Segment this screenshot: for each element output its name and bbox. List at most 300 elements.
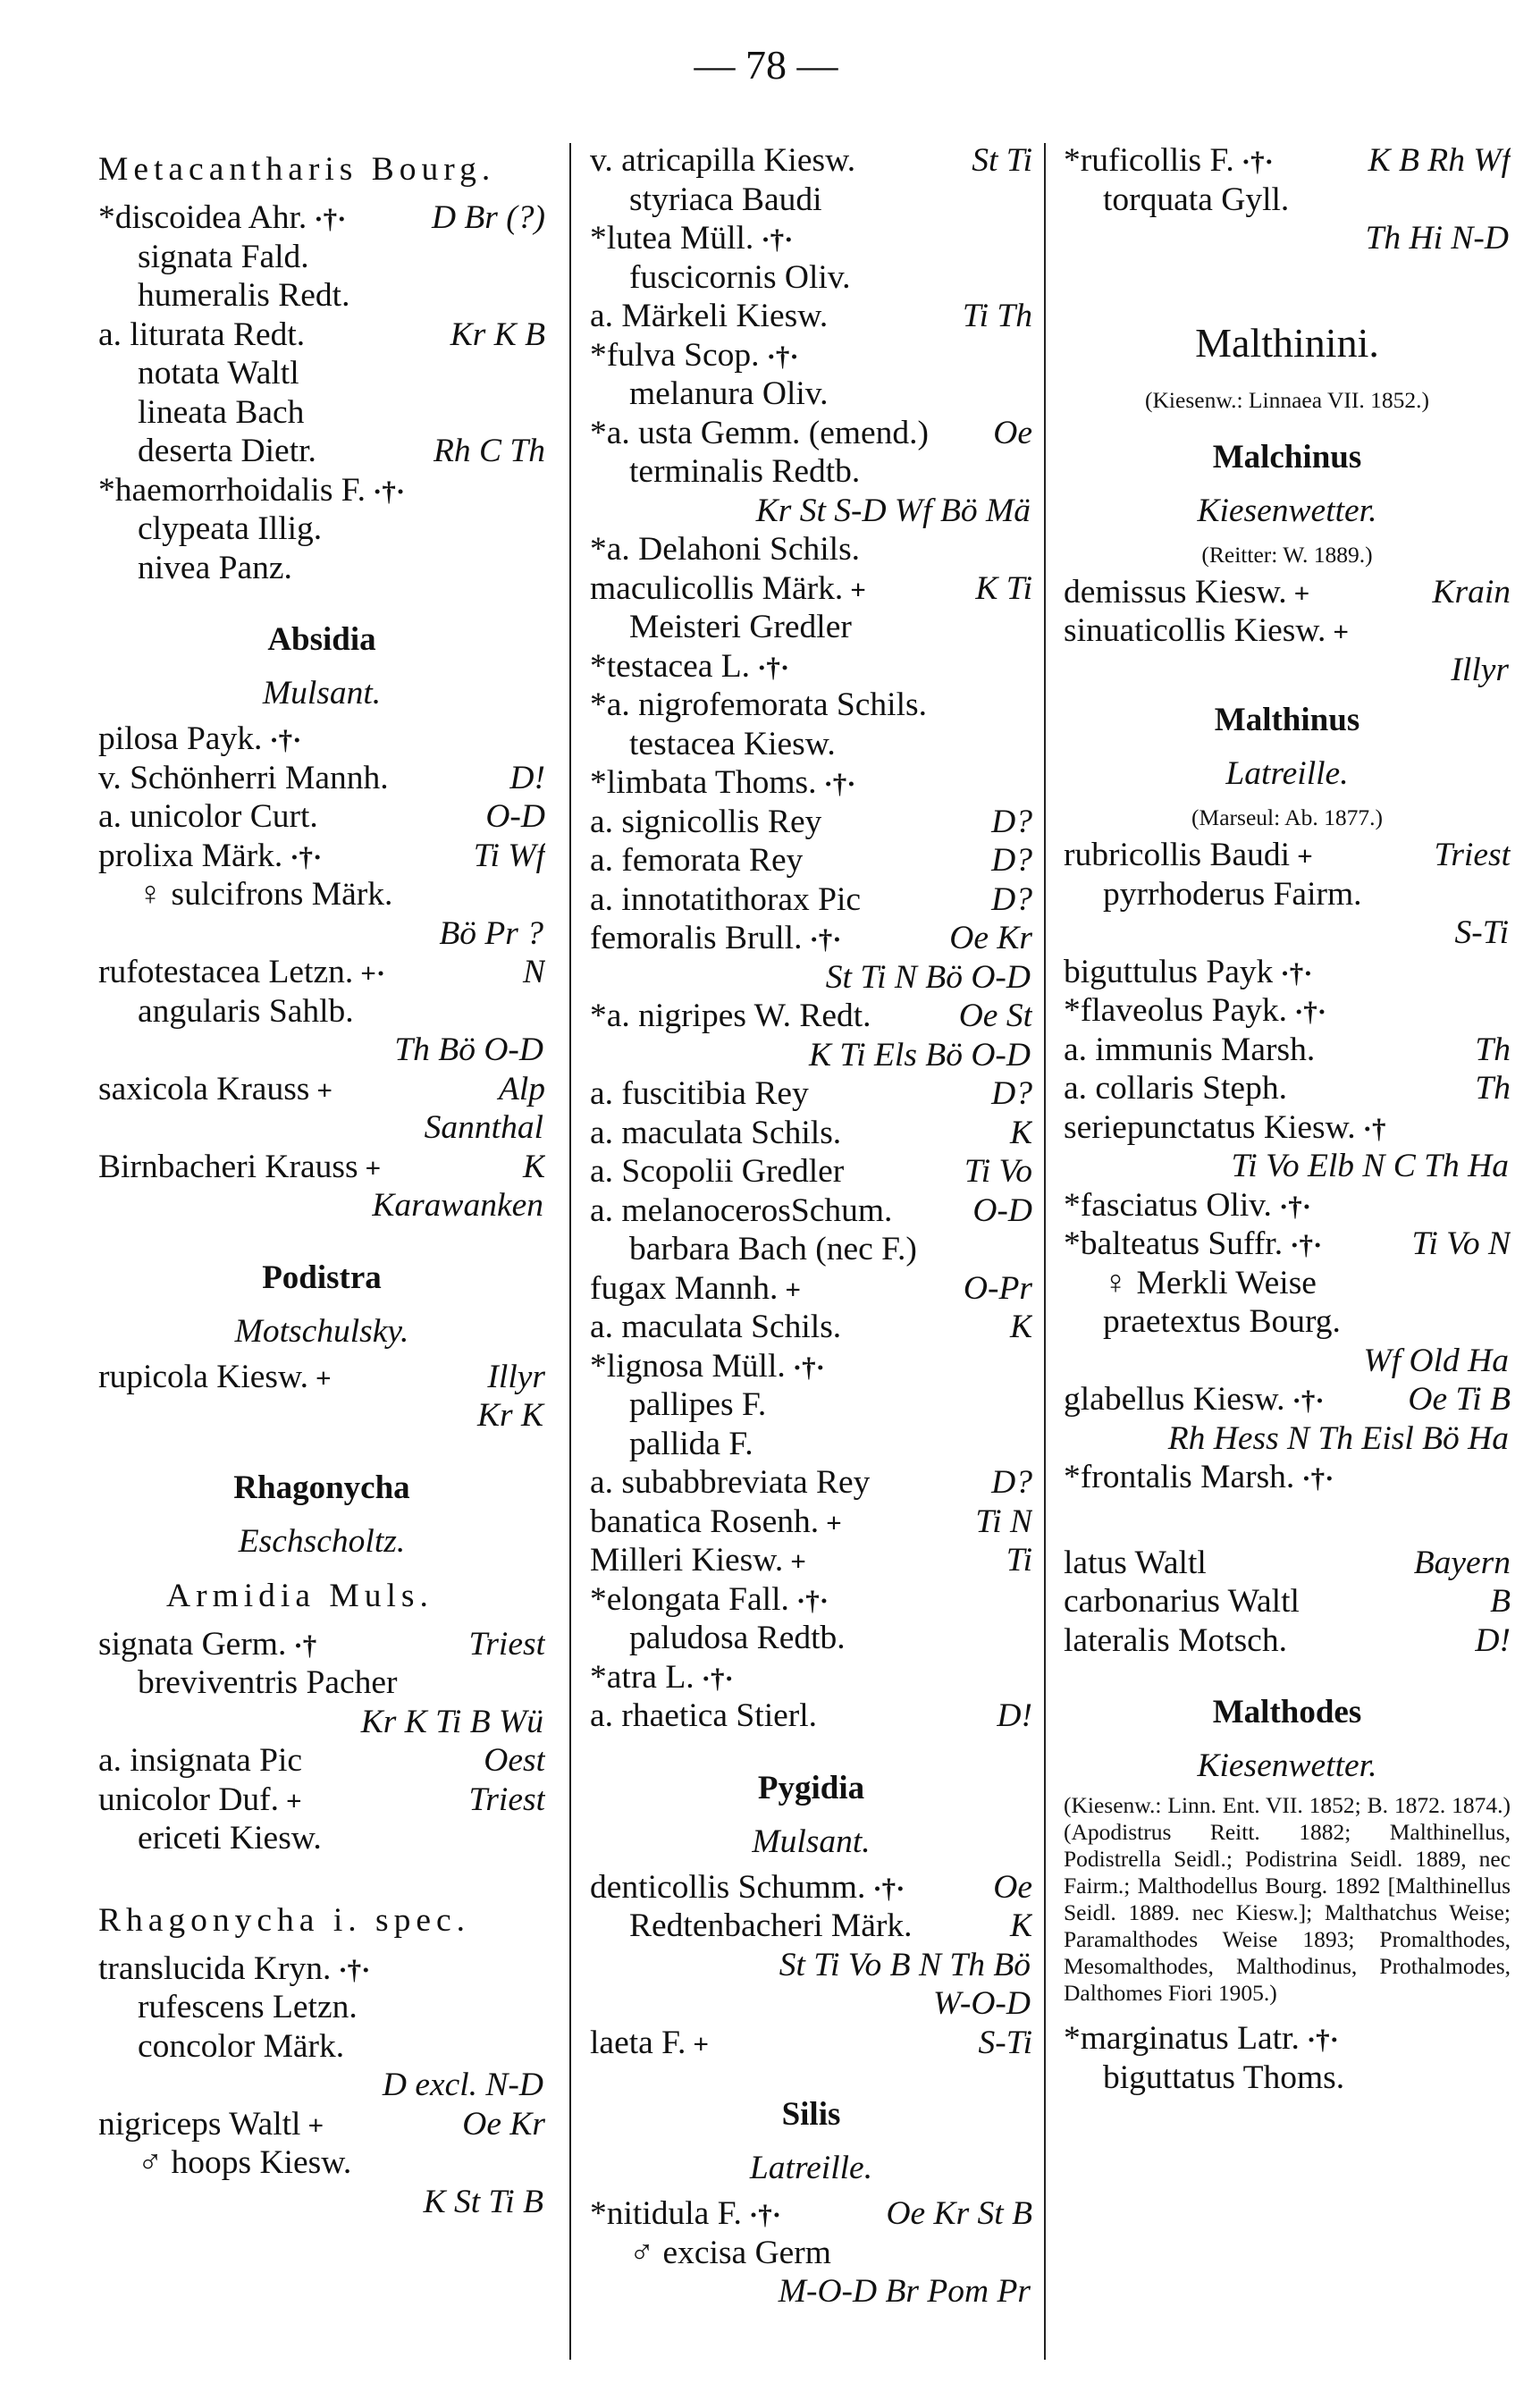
subgenus-heading: Armidia Muls. bbox=[166, 1577, 434, 1614]
species-entry bbox=[590, 569, 1032, 609]
species-entry bbox=[590, 1347, 1032, 1386]
distribution: Ti bbox=[1006, 1542, 1032, 1579]
distribution: D Br (?) bbox=[431, 199, 545, 236]
status-mark: ·†· bbox=[269, 724, 302, 755]
species-entry bbox=[98, 759, 545, 798]
distribution: K bbox=[1009, 1114, 1032, 1151]
species-name: a. innotatithorax Pic bbox=[590, 880, 862, 918]
distribution: Illyr bbox=[487, 1358, 545, 1395]
distribution-continuation: Th Hi N-D bbox=[1365, 220, 1509, 257]
species-entry bbox=[590, 763, 1032, 803]
species-name: laeta F. bbox=[590, 2024, 686, 2061]
distribution: K bbox=[1009, 1907, 1032, 1944]
species-entry bbox=[98, 992, 545, 1031]
species-entry bbox=[1064, 836, 1511, 875]
species-name: styriaca Baudi bbox=[629, 181, 822, 218]
species-entry bbox=[98, 1663, 545, 1703]
species-entry bbox=[98, 797, 545, 837]
species-entry bbox=[590, 725, 1032, 764]
species-list bbox=[1064, 1544, 1511, 1661]
genus-title: Pygidia bbox=[757, 1769, 865, 1806]
species-name: rufotestacea Letzn. bbox=[98, 954, 354, 990]
species-name: *a. usta Gemm. (emend.) bbox=[590, 414, 930, 451]
species-entry bbox=[590, 297, 1032, 336]
species-entry bbox=[590, 841, 1032, 880]
distribution-continuation: Rh Hess N Th Eisl Bö Ha bbox=[1167, 1419, 1509, 1457]
species-list bbox=[590, 2194, 1032, 2311]
distribution: Ti N bbox=[975, 1503, 1032, 1540]
species-name: *discoidea Ahr. bbox=[98, 199, 307, 236]
species-name: v. Schönherri Mannh. bbox=[98, 759, 389, 796]
status-mark: ·†· bbox=[823, 768, 856, 799]
status-mark: + bbox=[693, 2027, 710, 2059]
species-entry bbox=[590, 803, 1032, 842]
species-entry bbox=[98, 1988, 545, 2027]
species-entry bbox=[1064, 875, 1511, 914]
species-name: angularis Sahlb. bbox=[138, 992, 354, 1030]
species-entry bbox=[1064, 1380, 1511, 1419]
status-mark: ·†· bbox=[1301, 1462, 1334, 1494]
species-entry bbox=[98, 837, 545, 876]
species-entry bbox=[590, 647, 1032, 686]
distribution-continuation: Wf Old Ha bbox=[1363, 1342, 1509, 1379]
species-name: saxicola Krauss bbox=[98, 1070, 310, 1107]
species-name: demissus Kiesw. bbox=[1064, 573, 1287, 610]
species-entry bbox=[98, 393, 545, 433]
distribution: Oe Kr St B bbox=[886, 2195, 1032, 2232]
species-name: *lutea Müll. bbox=[590, 220, 754, 257]
status-mark: ·†· bbox=[766, 340, 799, 372]
spacer bbox=[98, 1858, 545, 1892]
species-name: fuscicornis Oliv. bbox=[629, 258, 851, 296]
distribution-continuation: Sannthal bbox=[424, 1109, 543, 1146]
species-name: Redtenbacheri Märk. bbox=[629, 1907, 913, 1944]
species-entry bbox=[590, 2194, 1032, 2234]
reference: (Reitter: W. 1889.) bbox=[1201, 541, 1373, 568]
distribution: Ti Vo bbox=[964, 1153, 1032, 1190]
species-entry bbox=[590, 1868, 1032, 1907]
genus-title: Absidia bbox=[267, 621, 376, 658]
status-mark: + bbox=[850, 573, 866, 605]
subgenus-heading: Rhagonycha i. spec. bbox=[98, 1901, 470, 1939]
species-entry bbox=[590, 530, 1032, 569]
species-list bbox=[1064, 141, 1511, 258]
distribution: D! bbox=[997, 1697, 1032, 1734]
distribution-continuation: K St Ti B bbox=[423, 2183, 543, 2220]
species-name: sinuaticollis Kiesw. bbox=[1064, 612, 1326, 649]
species-name: a. maculata Schils. bbox=[590, 1114, 842, 1151]
species-entry bbox=[590, 1619, 1032, 1658]
species-name: terminalis Redtb. bbox=[629, 453, 861, 490]
distribution-continuation: St Ti N Bö O-D bbox=[825, 958, 1031, 996]
spacer bbox=[1064, 1497, 1511, 1544]
distribution: Th bbox=[1475, 1031, 1511, 1068]
species-entry bbox=[98, 2105, 545, 2144]
status-mark: ·†· bbox=[1241, 146, 1274, 177]
species-name: latus Waltl bbox=[1064, 1544, 1207, 1581]
distribution: K B Rh Wf bbox=[1368, 142, 1511, 179]
species-entry bbox=[590, 1385, 1032, 1425]
species-name: *marginatus Latr. bbox=[1064, 2020, 1300, 2057]
species-name: biguttatus Thoms. bbox=[1103, 2059, 1345, 2096]
column-2 bbox=[590, 141, 1032, 2311]
species-list bbox=[1064, 836, 1511, 1497]
species-entry bbox=[1064, 1458, 1511, 1497]
species-name: *fasciatus Oliv. bbox=[1064, 1186, 1272, 1224]
status-mark: + bbox=[307, 2109, 324, 2141]
species-entry bbox=[590, 1230, 1032, 1269]
species-name: Milleri Kiesw. bbox=[590, 1542, 784, 1579]
column-rule-left bbox=[569, 143, 571, 2360]
species-name: nivea Panz. bbox=[138, 549, 292, 586]
species-name: *balteatus Suffr. bbox=[1064, 1225, 1284, 1262]
genus-author: Latreille. bbox=[749, 2150, 873, 2186]
genus-title: Silis bbox=[781, 2096, 841, 2133]
species-name: biguttulus Payk bbox=[1064, 953, 1274, 990]
genus-title: Malchinus bbox=[1212, 438, 1362, 476]
species-name: maculicollis Märk. bbox=[590, 569, 844, 607]
genus-author: Eschscholtz. bbox=[238, 1522, 406, 1560]
status-mark: ·†· bbox=[872, 1872, 905, 1904]
status-mark: ·†· bbox=[1293, 996, 1327, 1027]
species-name: ♂ excisa Germ bbox=[629, 2234, 831, 2271]
species-entry bbox=[590, 452, 1032, 492]
species-entry bbox=[98, 2027, 545, 2067]
distribution: N bbox=[522, 954, 545, 990]
species-name: pilosa Payk. bbox=[98, 720, 263, 757]
column-3 bbox=[1064, 141, 1511, 2097]
species-entry bbox=[590, 414, 1032, 453]
distribution: Ti Vo N bbox=[1411, 1225, 1511, 1262]
distribution: Ti Wf bbox=[473, 837, 545, 874]
distribution-continuation: Bö Pr ? bbox=[439, 914, 543, 952]
species-list bbox=[98, 720, 545, 1225]
species-entry bbox=[98, 238, 545, 277]
species-entry bbox=[98, 875, 545, 914]
species-entry bbox=[590, 1541, 1032, 1580]
species-name: signata Fald. bbox=[138, 238, 309, 275]
species-name: a. unicolor Curt. bbox=[98, 798, 318, 835]
genus-author: Mulsant. bbox=[752, 1823, 871, 1860]
status-mark: ·†· bbox=[1278, 1190, 1312, 1222]
genus-author: Kiesenwetter. bbox=[1197, 492, 1377, 529]
species-entry bbox=[590, 919, 1032, 958]
species-name: prolixa Märk. bbox=[98, 837, 283, 874]
species-name: rupicola Kiesw. bbox=[98, 1358, 308, 1395]
species-name: *a. nigripes W. Redt. bbox=[590, 998, 871, 1034]
species-name: *flaveolus Payk. bbox=[1064, 992, 1287, 1029]
species-name: a. subabbreviata Rey bbox=[590, 1464, 871, 1501]
species-name: a. fuscitibia Rey bbox=[590, 1075, 809, 1112]
distribution: Krain bbox=[1432, 573, 1511, 610]
distribution: K bbox=[1009, 1309, 1032, 1345]
species-entry bbox=[98, 432, 545, 471]
species-name: banatica Rosenh. bbox=[590, 1503, 820, 1540]
species-name: denticollis Schumm. bbox=[590, 1868, 866, 1906]
species-entry bbox=[98, 1625, 545, 1664]
species-entry bbox=[1064, 1544, 1511, 1583]
species-entry bbox=[590, 608, 1032, 647]
genus-author: Kiesenwetter. bbox=[1197, 1747, 1377, 1784]
species-name: ericeti Kiesw. bbox=[138, 1820, 322, 1857]
distribution: Oe bbox=[993, 414, 1032, 451]
species-name: *lignosa Müll. bbox=[590, 1347, 786, 1385]
species-name: signata Germ. bbox=[98, 1625, 287, 1663]
reference: (Kiesenw.: Linnaea VII. 1852.) bbox=[1145, 386, 1429, 413]
species-name: ♂ hoops Kiesw. bbox=[138, 2144, 352, 2181]
status-mark: ·†· bbox=[1290, 1229, 1323, 1260]
status-mark: ·†· bbox=[338, 1953, 371, 1985]
species-entry bbox=[1064, 1069, 1511, 1108]
species-name: *frontalis Marsh. bbox=[1064, 1459, 1295, 1495]
species-name: a. signicollis Rey bbox=[590, 803, 822, 840]
species-name: a. melanocerosSchum. bbox=[590, 1191, 893, 1229]
distribution: K Ti bbox=[975, 569, 1032, 607]
status-mark: + bbox=[1333, 616, 1350, 647]
distribution: Rh C Th bbox=[433, 433, 545, 469]
species-entry bbox=[98, 1741, 545, 1781]
species-name: femoralis Brull. bbox=[590, 920, 803, 956]
species-entry bbox=[590, 1658, 1032, 1697]
status-mark: ·†· bbox=[792, 1351, 825, 1383]
species-entry bbox=[1064, 2059, 1511, 2098]
species-entry bbox=[590, 375, 1032, 414]
species-name: a. immunis Marsh. bbox=[1064, 1031, 1316, 1068]
species-entry bbox=[590, 1191, 1032, 1231]
distribution: Alp bbox=[498, 1070, 545, 1107]
species-name: glabellus Kiesw. bbox=[1064, 1381, 1285, 1418]
status-mark: + bbox=[1297, 840, 1313, 871]
distribution: Oe Ti B bbox=[1408, 1381, 1511, 1418]
status-mark: +· bbox=[360, 957, 386, 989]
species-entry bbox=[98, 1148, 545, 1187]
distribution-continuation: D excl. N-D bbox=[382, 2067, 543, 2103]
species-entry bbox=[98, 1819, 545, 1858]
status-mark: ·†· bbox=[701, 1662, 734, 1694]
status-mark: + bbox=[826, 1506, 842, 1538]
species-name: *limbata Thoms. bbox=[590, 764, 817, 801]
species-entry bbox=[98, 509, 545, 549]
species-entry bbox=[1064, 1621, 1511, 1661]
species-entry bbox=[590, 1697, 1032, 1736]
species-entry bbox=[590, 1907, 1032, 1946]
column-1 bbox=[98, 141, 545, 2221]
species-list bbox=[98, 198, 545, 587]
species-list bbox=[98, 1625, 545, 1858]
status-mark: ·†· bbox=[1292, 1385, 1325, 1416]
species-name: deserta Dietr. bbox=[138, 433, 316, 469]
species-entry bbox=[590, 686, 1032, 725]
species-entry bbox=[590, 1308, 1032, 1347]
species-entry bbox=[1064, 141, 1511, 181]
species-name: melanura Oliv. bbox=[629, 375, 829, 412]
species-name: carbonarius Waltl bbox=[1064, 1583, 1300, 1620]
species-entry bbox=[1064, 1186, 1511, 1225]
distribution-continuation: Kr K Ti B Wü bbox=[360, 1703, 543, 1740]
species-name: fugax Mannh. bbox=[590, 1269, 779, 1307]
species-entry bbox=[98, 354, 545, 393]
species-entry bbox=[590, 336, 1032, 375]
genus-title: Malthodes bbox=[1212, 1694, 1362, 1730]
distribution-continuation: Th Bö O-D bbox=[394, 1031, 543, 1068]
distribution: Triest bbox=[1434, 837, 1511, 873]
species-list bbox=[1064, 573, 1511, 690]
species-list bbox=[98, 1358, 545, 1436]
distribution: Ti Th bbox=[962, 298, 1032, 334]
species-name: Birnbacheri Krauss bbox=[98, 1148, 358, 1185]
status-mark: ·†· bbox=[290, 840, 323, 872]
species-name: *a. Delahoni Schils. bbox=[590, 531, 861, 568]
distribution: K bbox=[522, 1148, 545, 1185]
species-list bbox=[1064, 2019, 1511, 2097]
species-name: rubricollis Baudi bbox=[1064, 837, 1291, 873]
genus-author: Motschulsky. bbox=[234, 1312, 409, 1350]
species-entry bbox=[98, 198, 545, 238]
species-name: *fulva Scop. bbox=[590, 336, 760, 374]
species-entry bbox=[590, 1580, 1032, 1620]
species-entry bbox=[590, 997, 1032, 1036]
species-name: clypeata Illig. bbox=[138, 510, 323, 547]
species-entry bbox=[590, 2234, 1032, 2273]
species-entry bbox=[98, 471, 545, 510]
subgenus-heading: Metacantharis Bourg. bbox=[98, 151, 496, 188]
genus-title: Malthinus bbox=[1214, 702, 1360, 738]
species-name: lineata Bach bbox=[138, 393, 305, 431]
genus-title: Rhagonycha bbox=[233, 1469, 410, 1506]
distribution: Bayern bbox=[1413, 1544, 1511, 1581]
status-mark: ·†· bbox=[748, 2199, 782, 2230]
status-mark: ·† bbox=[293, 1629, 317, 1661]
distribution: S-Ti bbox=[978, 2024, 1032, 2061]
status-mark: ·†· bbox=[795, 1584, 829, 1616]
species-entry bbox=[590, 2024, 1032, 2063]
species-entry bbox=[98, 1358, 545, 1397]
distribution-continuation: W-O-D bbox=[933, 1985, 1031, 2022]
genus-author: Latreille. bbox=[1225, 755, 1349, 792]
species-entry bbox=[1064, 573, 1511, 612]
status-mark: + bbox=[785, 1273, 802, 1305]
distribution: D! bbox=[509, 759, 545, 796]
status-mark: + bbox=[365, 1151, 382, 1183]
status-mark: + bbox=[790, 1545, 806, 1577]
species-name: pallida F. bbox=[629, 1425, 753, 1462]
species-name: a. insignata Pic bbox=[98, 1742, 303, 1779]
distribution: O-Pr bbox=[963, 1269, 1032, 1307]
species-name: concolor Märk. bbox=[138, 2027, 345, 2065]
species-entry bbox=[1064, 611, 1511, 651]
species-name: *testacea L. bbox=[590, 647, 751, 685]
status-mark: + bbox=[1293, 577, 1310, 609]
species-name: ♀ sulcifrons Märk. bbox=[138, 876, 393, 913]
distribution: D? bbox=[991, 1464, 1032, 1501]
distribution: D? bbox=[991, 842, 1032, 879]
species-list bbox=[98, 1949, 545, 2222]
distribution: Oe bbox=[993, 1868, 1032, 1906]
distribution-continuation: Kr St S-D Wf Bö Mä bbox=[755, 492, 1031, 529]
species-name: notata Waltl bbox=[138, 355, 299, 392]
species-name: paludosa Redtb. bbox=[629, 1620, 846, 1656]
species-name: barbara Bach (nec F.) bbox=[629, 1231, 917, 1267]
species-entry bbox=[590, 1074, 1032, 1114]
species-name: a. femorata Rey bbox=[590, 842, 804, 879]
species-entry bbox=[1064, 2019, 1511, 2059]
page-number: — 78 — bbox=[694, 42, 838, 88]
species-name: pallipes F. bbox=[629, 1386, 767, 1423]
status-mark: + bbox=[286, 1784, 302, 1816]
species-name: humeralis Redt. bbox=[138, 277, 350, 314]
species-name: Meisteri Gredler bbox=[629, 609, 852, 645]
species-name: *nitidula F. bbox=[590, 2195, 742, 2232]
species-entry bbox=[1064, 181, 1511, 220]
distribution-continuation: Kr K bbox=[477, 1397, 543, 1434]
status-mark: ·†· bbox=[809, 923, 842, 955]
species-name: a. Scopolii Gredler bbox=[590, 1153, 845, 1190]
species-entry bbox=[1064, 1031, 1511, 1070]
species-name: a. liturata Redt. bbox=[98, 316, 306, 353]
distribution: Oe St bbox=[958, 998, 1032, 1034]
distribution: Oe Kr bbox=[462, 2105, 545, 2143]
status-mark: ·†· bbox=[761, 223, 794, 255]
genus-title: Podistra bbox=[262, 1259, 382, 1296]
distribution: O-D bbox=[485, 798, 545, 835]
species-name: praetextus Bourg. bbox=[1103, 1303, 1341, 1340]
distribution: D? bbox=[991, 880, 1032, 918]
species-entry bbox=[98, 1070, 545, 1109]
species-name: torquata Gyll. bbox=[1103, 181, 1290, 218]
species-entry bbox=[590, 181, 1032, 220]
distribution-continuation: S-Ti bbox=[1454, 914, 1509, 951]
genus-author: Mulsant. bbox=[262, 675, 382, 711]
species-entry bbox=[98, 2143, 545, 2183]
column-rule-right bbox=[1044, 143, 1046, 2360]
distribution: D? bbox=[991, 803, 1032, 840]
species-entry bbox=[590, 1152, 1032, 1191]
species-entry bbox=[1064, 1225, 1511, 1264]
species-name: rufescens Letzn. bbox=[138, 1989, 358, 2025]
distribution-continuation: Ti Vo Elb N C Th Ha bbox=[1231, 1148, 1509, 1184]
species-name: *ruficollis F. bbox=[1064, 142, 1234, 179]
species-name: unicolor Duf. bbox=[98, 1781, 280, 1818]
distribution: St Ti bbox=[972, 142, 1032, 179]
species-name: v. atricapilla Kiesw. bbox=[590, 142, 856, 179]
species-entry bbox=[590, 219, 1032, 258]
species-name: nigriceps Waltl bbox=[98, 2105, 301, 2143]
distribution: D! bbox=[1475, 1621, 1511, 1659]
distribution: Oe Kr bbox=[949, 920, 1032, 956]
species-name: ♀ Merkli Weise bbox=[1103, 1264, 1317, 1301]
species-entry bbox=[590, 880, 1032, 920]
distribution: Th bbox=[1475, 1070, 1511, 1107]
species-entry bbox=[590, 141, 1032, 181]
species-entry bbox=[98, 276, 545, 316]
status-mark: + bbox=[316, 1073, 333, 1106]
distribution-continuation: Illyr bbox=[1451, 651, 1509, 688]
species-name: a. rhaetica Stierl. bbox=[590, 1697, 818, 1734]
distribution-continuation: K Ti Els Bö O-D bbox=[809, 1036, 1031, 1073]
species-name: a. maculata Schils. bbox=[590, 1309, 842, 1345]
distribution: Triest bbox=[468, 1781, 545, 1818]
reference: (Marseul: Ab. 1877.) bbox=[1191, 804, 1383, 830]
distribution: O-D bbox=[972, 1191, 1032, 1229]
species-name: a. Märkeli Kiesw. bbox=[590, 298, 829, 334]
distribution-continuation: M-O-D Br Pom Pr bbox=[778, 2273, 1031, 2310]
status-mark: ·†· bbox=[1306, 2024, 1340, 2055]
status-mark: ·† bbox=[1362, 1112, 1386, 1144]
species-name: lateralis Motsch. bbox=[1064, 1621, 1287, 1659]
species-name: testacea Kiesw. bbox=[629, 725, 836, 762]
species-entry bbox=[590, 258, 1032, 298]
distribution: Oest bbox=[484, 1742, 545, 1779]
